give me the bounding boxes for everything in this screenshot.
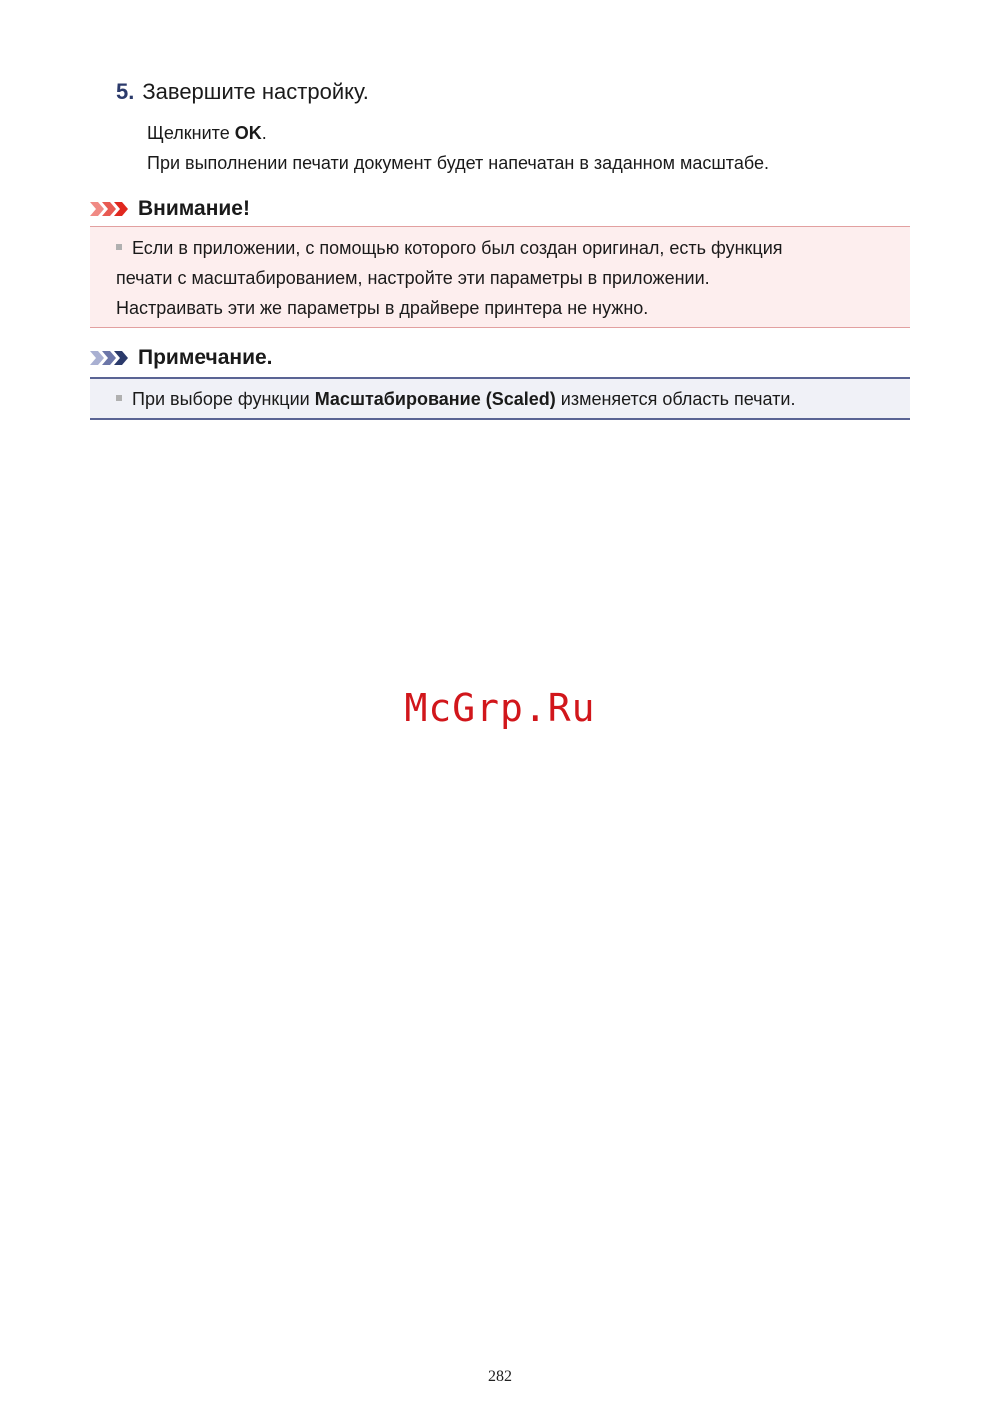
page-number: 282 <box>488 1368 512 1385</box>
note-arrows-icon <box>90 349 132 367</box>
note-box <box>90 377 910 420</box>
ok-label: OK <box>234 123 262 143</box>
step-number: 5. <box>116 79 135 104</box>
scaled-function-label: Масштабирование (Scaled) <box>314 389 556 409</box>
step-heading <box>116 78 369 106</box>
note-text-suffix: изменяется область печати. <box>555 389 796 409</box>
step-instruction-end: . <box>261 123 267 143</box>
note-heading <box>90 345 273 371</box>
caution-line-2: печати с масштабированием, настройте эти параметры в приложении. <box>116 268 710 288</box>
caution-arrows-icon <box>90 200 132 218</box>
note-text-prefix: При выборе функции <box>132 389 315 409</box>
caution-title: Внимание! <box>138 197 250 220</box>
caution-line-1 <box>116 233 896 263</box>
caution-heading <box>90 196 250 222</box>
step-body <box>147 118 769 178</box>
caution-line-1-text: Если в приложении, с помощью которого был создан оригинал, есть функция <box>132 238 783 258</box>
caution-line-3: Настраивать эти же параметры в драйвере принтера не нужно. <box>116 298 649 318</box>
note-text <box>116 384 795 414</box>
watermark: McGrp.Ru <box>404 686 596 730</box>
step-instruction <box>147 118 769 148</box>
step-result: При выполнении печати документ будет напечатан в заданном масштабе. <box>147 153 769 173</box>
step-title: Завершите настройку. <box>142 79 369 104</box>
note-title: Примечание. <box>138 346 273 369</box>
caution-text <box>116 233 896 323</box>
bullet-icon <box>116 395 122 401</box>
bullet-icon <box>116 244 122 250</box>
step-instruction-text: Щелкните <box>147 123 235 143</box>
caution-box <box>90 226 910 328</box>
